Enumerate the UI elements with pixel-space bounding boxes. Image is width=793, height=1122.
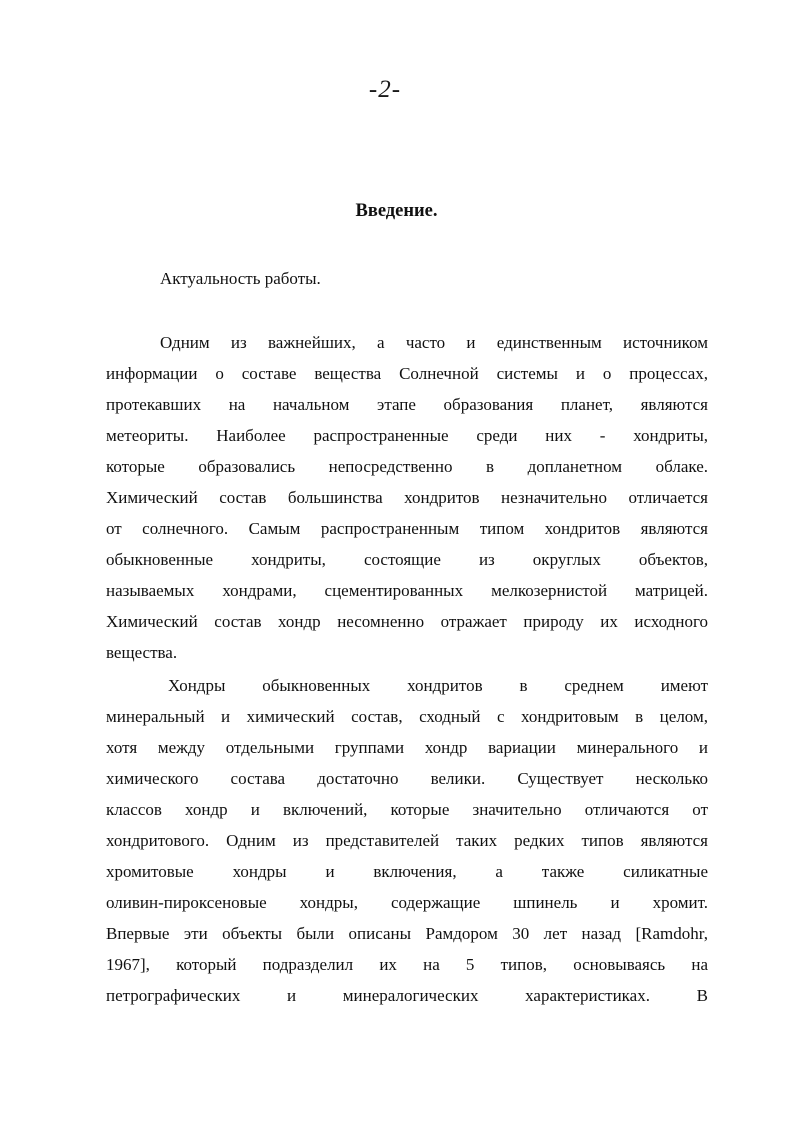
text-line: вещества.: [106, 643, 178, 662]
text-line: 1967], который подразделил их на 5 типов, основываясь на: [106, 955, 708, 974]
text-line: протекавших на начальном этапе образования планет, являются: [106, 395, 708, 414]
text-line: от солнечного. Самым распространенным типом хондритов являются: [106, 519, 708, 538]
text-line: Химический состав большинства хондритов незначительно отличается: [106, 488, 708, 507]
text-line: петрографических и минералогических характеристиках. В: [106, 986, 708, 1005]
text-line: которые образовались непосредственно в допланетном облаке.: [106, 457, 708, 476]
text-line: называемых хондрами, сцементированных мелкозернистой матрицей.: [106, 581, 708, 600]
text-line: хромитовые хондры и включения, а также силикатные: [106, 862, 708, 881]
text-line: хондритового. Одним из представителей таких редких типов являются: [106, 831, 708, 850]
page-number: -2-: [368, 76, 402, 103]
text-line: обыкновенные хондриты, состоящие из округлых объектов,: [106, 550, 708, 569]
text-line: Одним из важнейших, а часто и единственным источником: [160, 333, 708, 352]
page-title: Введение.: [355, 201, 438, 221]
text-line: метеориты. Наиболее распространенные среди них - хондриты,: [106, 426, 708, 445]
text-line: Хондры обыкновенных хондритов в среднем имеют: [168, 676, 708, 695]
text-line: Впервые эти объекты были описаны Рамдором 30 лет назад [Ramdohr,: [106, 924, 708, 943]
text-line: минеральный и химический состав, сходный с хондритовым в целом,: [106, 707, 708, 726]
text-line: оливин-пироксеновые хондры, содержащие шпинель и хромит.: [106, 893, 708, 912]
text-line: классов хондр и включений, которые значительно отличаются от: [106, 800, 708, 819]
text-line: химического состава достаточно велики. Существует несколько: [106, 769, 708, 788]
section-subheading: Актуальность работы.: [160, 269, 321, 288]
text-line: хотя между отдельными группами хондр вариации минерального и: [106, 738, 708, 757]
text-line: Химический состав хондр несомненно отражает природу их исходного: [106, 612, 708, 631]
text-line: информации о составе вещества Солнечной системы и о процессах,: [106, 364, 708, 383]
